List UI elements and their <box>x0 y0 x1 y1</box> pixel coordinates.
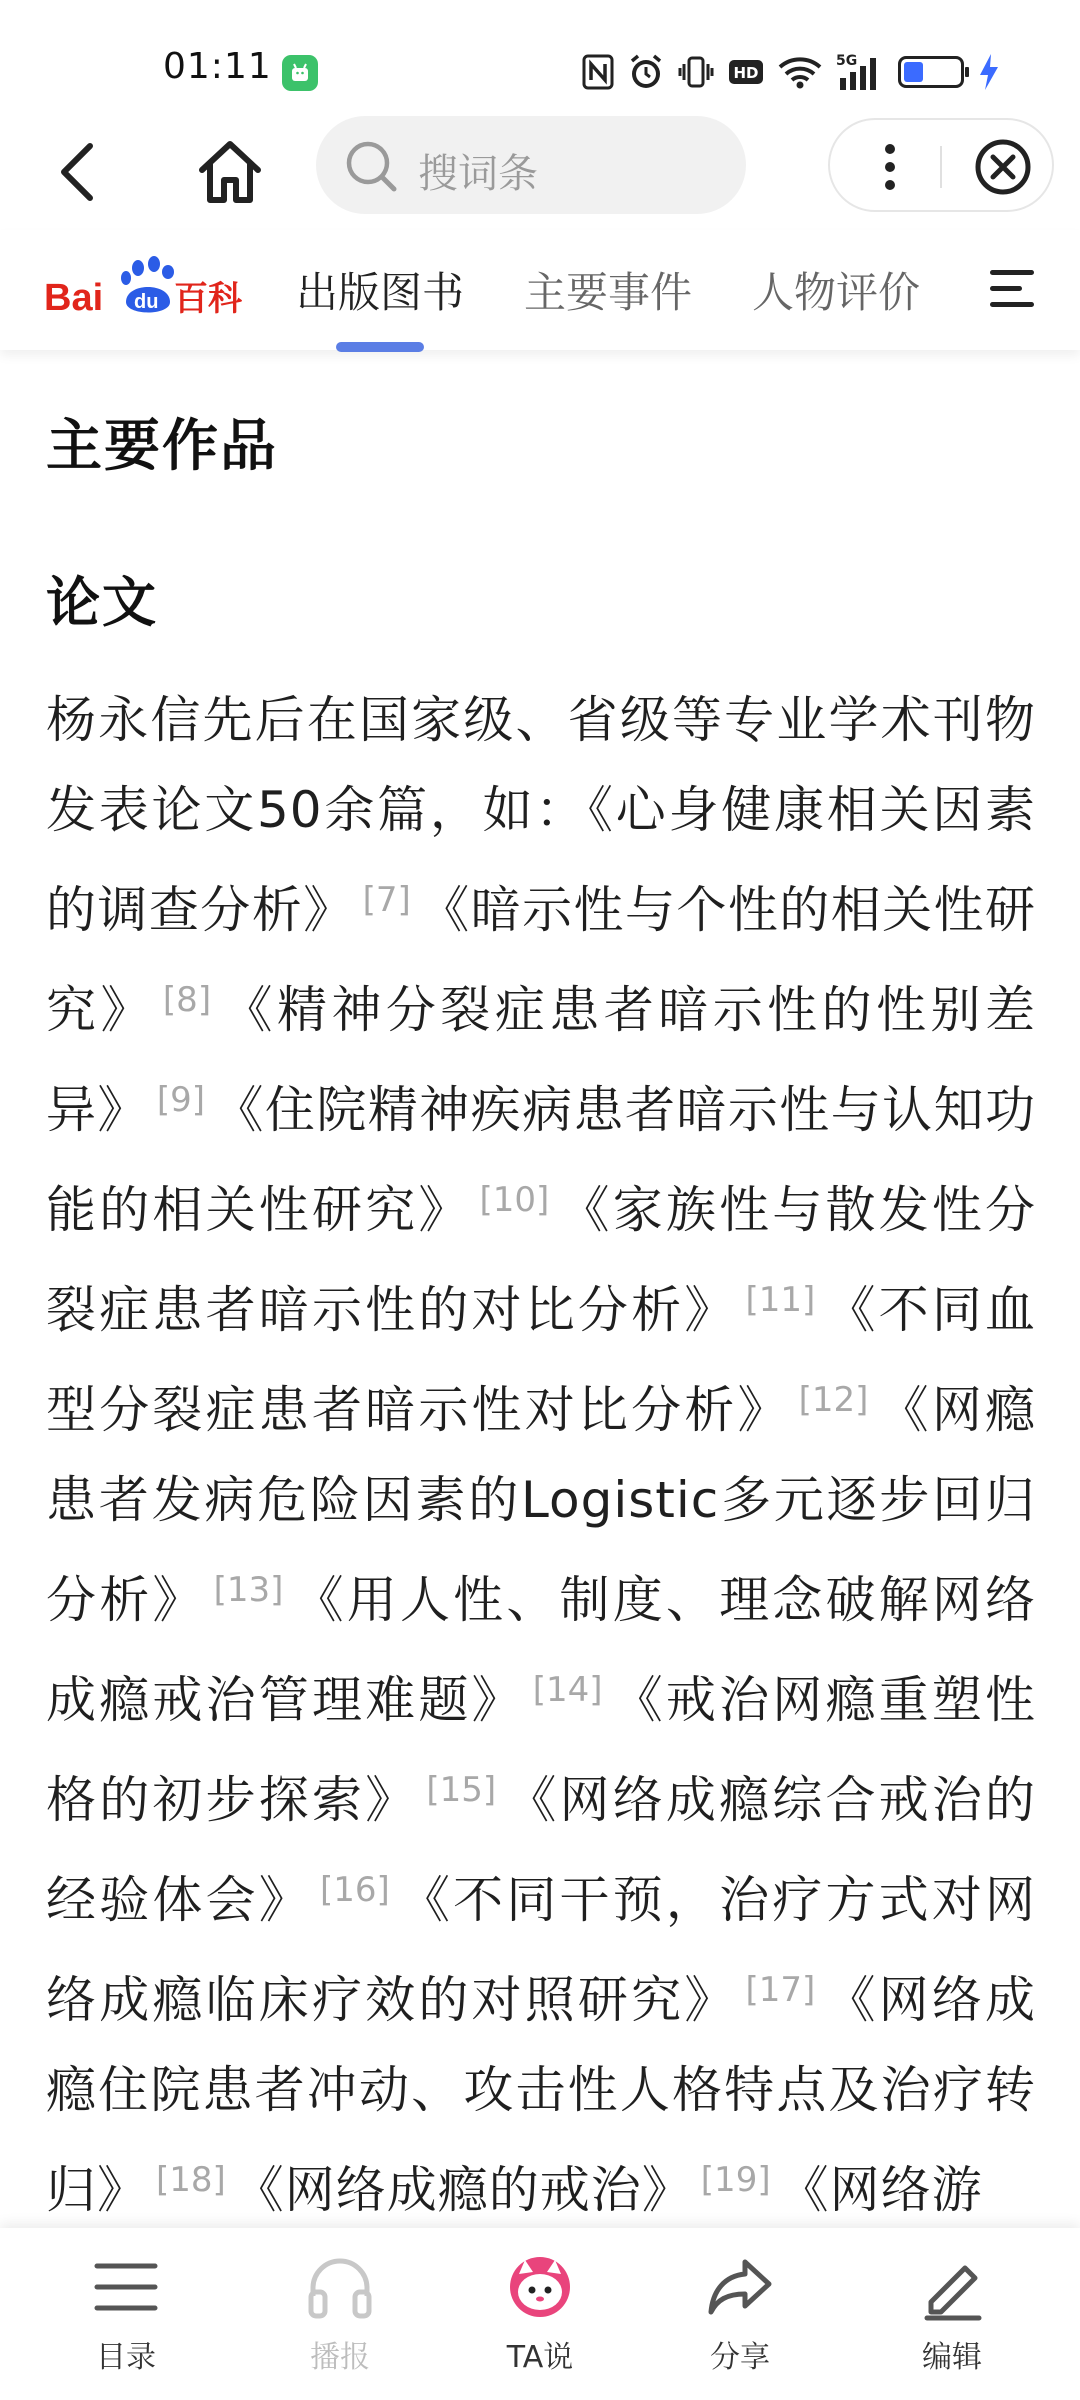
more-button[interactable] <box>860 132 920 202</box>
broadcast-label: 播报 <box>310 2340 370 2375</box>
citation-link[interactable]: [7] <box>362 880 411 920</box>
paragraph-text: 《家族性与散发性分裂症患者暗示性的对比分析》 <box>46 1181 1036 1339</box>
headphones-icon <box>305 2252 375 2322</box>
article-paragraph <box>46 675 1036 2230</box>
section-title: 主要作品 <box>46 414 278 479</box>
citation-link[interactable]: [19] <box>700 2160 771 2200</box>
citation-link[interactable]: [12] <box>798 1380 869 1420</box>
toc-label: 目录 <box>96 2340 156 2375</box>
wechat-icon <box>282 55 318 91</box>
share-arrow-icon <box>705 2252 775 2322</box>
paragraph-text: 《网络成瘾综合戒治的经验体会》 <box>46 1771 1036 1929</box>
toc-button[interactable] <box>46 2252 206 2392</box>
vibrate-icon <box>678 52 714 92</box>
hd-icon <box>728 52 764 92</box>
share-label: 分享 <box>710 2340 770 2375</box>
home-button[interactable] <box>190 132 270 212</box>
citation-link[interactable]: [8] <box>162 980 212 1020</box>
citation-link[interactable]: [16] <box>319 1870 390 1910</box>
share-button[interactable] <box>660 2252 820 2392</box>
svg-text:5G: 5G <box>836 53 858 69</box>
paragraph-text: 《住院精神疾病患者暗示性与认知功能的相关性研究》 <box>46 1081 1036 1239</box>
close-button[interactable] <box>970 134 1036 200</box>
paragraph-text: 《网络成瘾的戒治》 <box>233 2161 693 2219</box>
tab-major-events[interactable]: 主要事件 <box>524 268 693 317</box>
pencil-icon <box>917 2252 987 2322</box>
home-icon <box>190 132 270 212</box>
status-bar <box>0 0 1080 110</box>
citation-link[interactable]: [17] <box>745 1970 816 2010</box>
close-circle-icon <box>970 134 1036 200</box>
paragraph-text: 《网络游 <box>778 2161 983 2219</box>
back-button[interactable] <box>50 132 110 212</box>
bottom-toolbar <box>0 2228 1080 2400</box>
5g-signal-icon <box>836 52 884 92</box>
citation-link[interactable]: [15] <box>426 1770 497 1810</box>
edit-label: 编辑 <box>922 2340 982 2375</box>
paragraph-text: 《戒治网瘾重塑性格的初步探索》 <box>46 1671 1036 1829</box>
alarm-icon <box>628 52 664 92</box>
capsule-divider <box>940 146 942 188</box>
mascot-icon <box>505 2252 575 2322</box>
citation-link[interactable]: [9] <box>156 1080 206 1120</box>
search-placeholder: 搜词条 <box>418 151 538 197</box>
status-icons <box>582 50 1000 94</box>
top-nav <box>0 110 1080 230</box>
svg-text:Bai: Bai <box>44 277 104 319</box>
paragraph-text: 《网络成瘾住院患者冲动、攻击性人格特点及治疗转归》 <box>46 1971 1036 2219</box>
svg-text:百科: 百科 <box>174 279 242 319</box>
paragraph-text: 《网瘾患者发病危险因素的Logistic多元逐步回归分析》 <box>46 1381 1036 1629</box>
tab-evaluations[interactable]: 人物评价 <box>752 268 921 317</box>
wifi-icon <box>778 52 822 92</box>
more-vertical-icon <box>860 132 920 202</box>
paragraph-text: 《不同干预，治疗方式对网络成瘾临床疗效的对照研究》 <box>46 1871 1036 2029</box>
edit-button[interactable] <box>872 2252 1032 2392</box>
citation-link[interactable]: [11] <box>745 1280 816 1320</box>
tabs <box>296 260 920 320</box>
citation-link[interactable]: [13] <box>213 1570 284 1610</box>
paragraph-text: 《不同血型分裂症患者暗示性对比分析》 <box>46 1281 1036 1439</box>
ta-say-label: TA说 <box>506 2340 574 2375</box>
charging-icon <box>978 52 1000 92</box>
mini-capsule <box>828 118 1054 212</box>
nfc-icon <box>582 52 614 92</box>
article-content <box>46 350 1036 2230</box>
search-input[interactable] <box>316 116 746 214</box>
battery-icon <box>898 52 964 92</box>
baidu-baike-logo[interactable] <box>44 254 244 324</box>
paragraph-text: 《暗示性与个性的相关性研究》 <box>46 881 1036 1039</box>
menu-line <box>990 286 1022 291</box>
sub-title: 论文 <box>46 571 158 634</box>
paragraph-text: 《用人性、制度、理念破解网络成瘾戒治管理难题》 <box>46 1571 1036 1729</box>
menu-line <box>990 270 1034 275</box>
tab-menu-button[interactable] <box>990 270 1034 310</box>
list-icon <box>91 2252 161 2322</box>
tab-bar <box>0 230 1080 350</box>
back-arrow-icon <box>50 132 110 212</box>
citation-link[interactable]: [18] <box>156 2160 226 2200</box>
citation-link[interactable]: [14] <box>532 1670 603 1710</box>
citation-link[interactable]: [10] <box>479 1180 550 1220</box>
menu-line <box>990 302 1034 307</box>
ta-say-button[interactable] <box>460 2252 620 2392</box>
status-time: 01:11 <box>163 46 272 87</box>
tab-published-books[interactable]: 出版图书 <box>296 260 464 320</box>
broadcast-button[interactable] <box>260 2252 420 2392</box>
svg-text:HD: HD <box>733 64 759 82</box>
search-icon <box>344 139 400 195</box>
paragraph-text: 《精神分裂症患者暗示性的性别差异》 <box>46 981 1036 1139</box>
paragraph-text: 杨永信先后在国家级、省级等专业学术刊物发表论文50余篇，如：《心身健康相关因素的调查分析》 <box>46 691 1036 939</box>
svg-text:du: du <box>134 291 159 313</box>
